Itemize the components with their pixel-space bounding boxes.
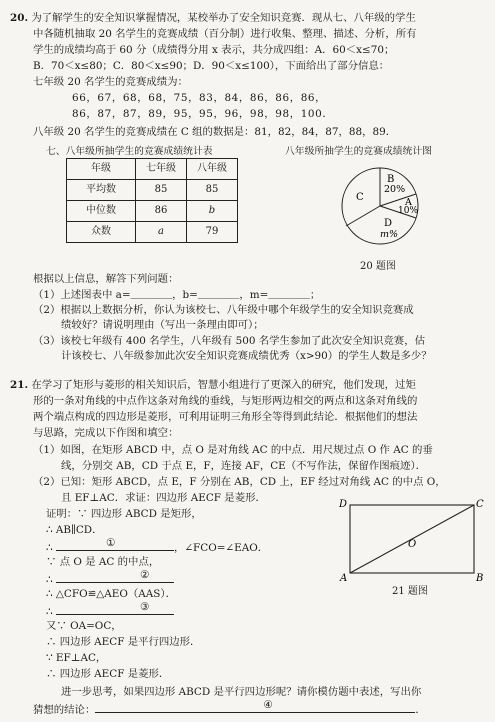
proof-prefix: ∴ — [46, 606, 53, 618]
pie-pct-b: 20% — [384, 184, 406, 195]
q21-line1 — [10, 378, 416, 393]
pie-label-c: C — [356, 192, 364, 203]
blank-1-tag: ① — [105, 537, 116, 549]
proof-line-blank2 — [46, 571, 174, 588]
proof-line: 证明：∵ 四边形 ABCD 是矩形， — [46, 508, 202, 520]
table-cell: a — [136, 222, 187, 243]
table-header-cell: 年级 — [67, 159, 136, 180]
blank-3[interactable] — [56, 603, 174, 615]
q20-table-title: 七、八年级所抽学生的竞赛成绩统计表 — [46, 146, 213, 157]
table-row — [67, 201, 238, 222]
blank-4[interactable] — [95, 701, 415, 713]
vertex-b: B — [476, 573, 484, 584]
vertex-c: C — [476, 499, 484, 510]
pie-divider — [346, 206, 380, 226]
q21-figure-caption: 21 题图 — [392, 586, 428, 597]
q21-intro2: 形的一条对角线的中点作这条对角线的垂线，与矩形两边相交的两点和这条对角线的 — [33, 395, 418, 407]
q20-sub3b: 计该校七、八年级参加此次安全知识竞赛成绩优秀（x>90）的学生人数是多少？ — [61, 350, 432, 362]
blank-2-tag: ② — [139, 569, 150, 581]
point-o: O — [408, 539, 417, 550]
pie-label-b: B — [387, 174, 395, 185]
pie-label-d: D — [384, 218, 393, 229]
table-header-row — [67, 159, 238, 180]
proof-line: ∴ 四边形 AECF 是菱形． — [46, 668, 170, 680]
table-cell: 众数 — [67, 222, 136, 243]
blank-2[interactable] — [56, 571, 174, 583]
table-header-cell: 七年级 — [136, 159, 187, 180]
proof-line: ∴ △CFO≌△AEO（AAS）． — [46, 588, 176, 600]
pie-label-a: A — [405, 197, 412, 208]
proof-line: ∴ 四边形 AECF 是平行四边形． — [46, 636, 201, 648]
blank-1[interactable] — [56, 539, 174, 551]
q20-intro2: 中各随机抽取 20 名学生的竞赛成绩（百分制）进行收集、整理、描述、分析，所有 — [33, 28, 417, 40]
table-row — [67, 222, 238, 243]
proof-line: 又∵ OA=OC， — [46, 620, 122, 632]
proof-line: ∵ EF⊥AC， — [46, 652, 107, 664]
blank-4-tag: ④ — [263, 699, 273, 711]
q20-sub2b: 绩较好？请说明理由（写出一条理由即可）； — [61, 319, 264, 331]
proof-line-blank1 — [46, 539, 268, 556]
q21-intro4: 与思路，完成以下作图和填空： — [33, 427, 179, 439]
pie-pct-d: m% — [380, 229, 399, 240]
blank-3-tag: ③ — [139, 601, 150, 613]
q20-sub3a: （3）该校七年级有 400 名学生，八年级有 500 名学生参加了此次安全知识竞赛，估 — [33, 335, 425, 347]
q21-number: 21. — [10, 379, 29, 391]
q21-p1a: （1）如图，在矩形 ABCD 中，点 O 是对角线 AC 的中点．用尺规过点 O 作 AC 的垂 — [33, 444, 433, 456]
q20-intro4: B．70＜x≤80；C．80＜x≤90；D．90＜x≤100），下面给出了部分信息： — [33, 60, 390, 72]
stats-table — [66, 158, 238, 243]
q21-p1b: 线，分别交 AB，CD 于点 E，F，连接 AF，CE（不写作法，保留作图痕迹）． — [61, 460, 427, 472]
table-cell: 85 — [187, 180, 238, 201]
q21-final-b: 猜想的结论： — [33, 704, 96, 716]
vertex-d: D — [339, 499, 348, 510]
table-header-cell: 八年级 — [187, 159, 238, 180]
q20-grade8-c: 八年级 20 名学生的竞赛成绩在 C 组的数据是：81，82，84，87，88，89． — [33, 126, 397, 138]
q20-sub1: （1）上述图表中 a=＿＿＿＿，b=＿＿＿＿，m=＿＿＿＿； — [33, 289, 321, 301]
q20-grade7-label: 七年级 20 名学生的竞赛成绩为： — [33, 76, 188, 88]
table-row — [67, 180, 238, 201]
q20-ask: 根据以上信息，解答下列问题： — [33, 273, 179, 285]
q20-pie-title: 八年级所抽学生的竞赛成绩统计图 — [285, 146, 432, 157]
table-cell: 85 — [136, 180, 187, 201]
q21-intro1: 在学习了矩形与菱形的相关知识后，智慧小组进行了更深入的研究，他们发现，过矩 — [31, 379, 416, 391]
table-cell: 中位数 — [67, 201, 136, 222]
blank-1-tail: ，∠FCO=∠EAO． — [173, 542, 269, 554]
proof-line: ∴ AB∥CD． — [46, 524, 103, 536]
rectangle-figure — [336, 497, 486, 597]
q21-p2a: （2）已知：矩形 ABCD，点 E，F 分别在 AB，CD 上，EF 经过对角线 AC 的中点 O， — [33, 476, 446, 488]
q20-grade7-row2: 86，87，87，89，95，95，96，98，98，100． — [72, 108, 334, 120]
table-cell: 79 — [187, 222, 238, 243]
pie-pct-a: 10% — [398, 206, 419, 216]
vertex-a: A — [340, 573, 348, 584]
q21-final-a: 进一步思考，如果四边形 ABCD 是平行四边形呢？请你模仿题中表述，写出你 — [61, 686, 422, 698]
q20-figure-caption: 20 题图 — [360, 261, 396, 272]
proof-line: ∵ 点 O 是 AC 的中点， — [46, 556, 160, 568]
table-cell: b — [187, 201, 238, 222]
proof-prefix: ∴ — [46, 574, 53, 586]
proof-prefix: ∴ — [46, 542, 53, 554]
pie-chart — [330, 158, 430, 258]
q20-number: 20. — [10, 12, 29, 24]
q20-intro1: 为了解学生的安全知识掌握情况，某校举办了安全知识竞赛．现从七、八年级的学生 — [31, 12, 416, 24]
q21-p2b: 且 EF⊥AC．求证：四边形 AECF 是菱形． — [61, 492, 266, 504]
q20-line1 — [10, 11, 416, 26]
q20-grade7-row1: 66，67，68，68，75，83，84，86，86，86， — [72, 92, 327, 104]
proof-line-blank3 — [46, 603, 174, 620]
table-cell: 86 — [136, 201, 187, 222]
q21-final-end: ． — [415, 704, 426, 716]
q20-sub2a: （2）根据以上数据分析，你认为该校七、八年级中哪个年级学生的安全知识竞赛成 — [33, 304, 414, 316]
q21-final-line — [33, 701, 426, 718]
q20-intro3: 学生的成绩均高于 60 分（成绩得分用 x 表示，共分成四组：A．60＜x≤70； — [33, 44, 395, 56]
q21-intro3: 两个端点构成的四边形是菱形，可利用证明三角形全等得到此结论．根据他们的想法 — [33, 411, 418, 423]
table-cell: 平均数 — [67, 180, 136, 201]
